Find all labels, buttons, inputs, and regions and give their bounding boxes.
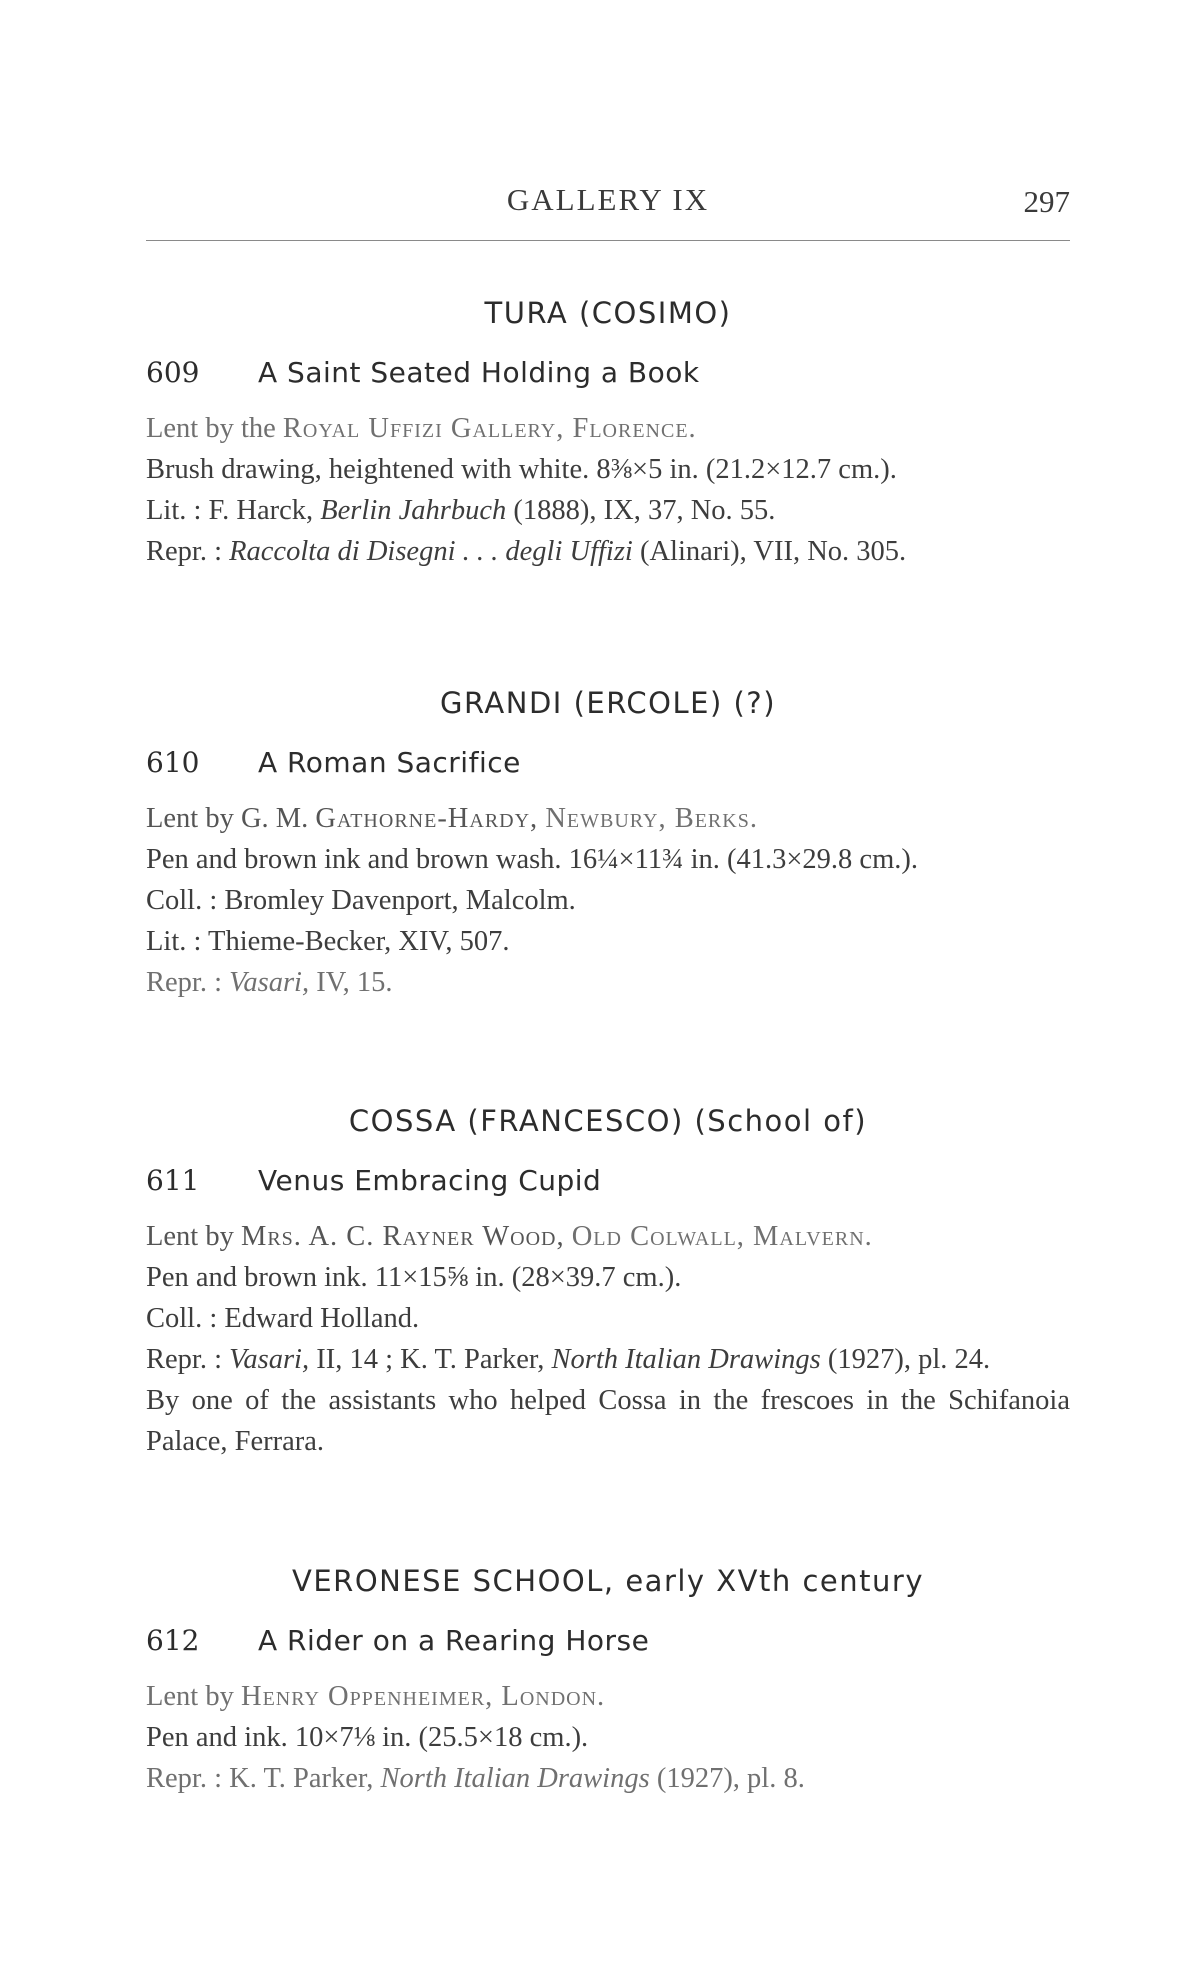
coll-label: Coll. : xyxy=(146,1303,218,1334)
entry-title xyxy=(146,1616,1070,1666)
entry-number: 610 xyxy=(146,746,200,779)
repr-work: Raccolta di Disegni . . . degli Uffizi xyxy=(229,536,633,567)
gallery-title: GALLERY IX xyxy=(506,182,710,217)
reproduction-line xyxy=(146,1758,1070,1799)
medium-line: Brush drawing, heightened with white. 8⅜×5 in. (21.2×12.7 cm.). xyxy=(146,454,897,485)
lit-label: Lit. : xyxy=(146,926,202,957)
lender-line xyxy=(146,1676,1070,1717)
lender-line xyxy=(146,1216,1070,1257)
lender-prefix: Lent by G. M. xyxy=(146,803,309,834)
reproduction-line xyxy=(146,531,1070,572)
repr-work: Vasari, xyxy=(229,967,310,998)
artist-heading: VERONESE SCHOOL, early XVth century xyxy=(292,1564,924,1598)
medium-line: Pen and brown ink. 11×15⅝ in. (28×39.7 cm.). xyxy=(146,1262,682,1293)
page-number: 297 xyxy=(1023,184,1070,219)
entry-number: 612 xyxy=(146,1624,200,1657)
entry-title xyxy=(146,348,1070,398)
lender-name: Mrs. A. C. Rayner Wood, xyxy=(240,1221,565,1252)
literature-line xyxy=(146,921,1070,962)
artist-heading: GRANDI (ERCOLE) (?) xyxy=(439,686,777,720)
medium-line: Pen and ink. 10×7⅛ in. (25.5×18 cm.). xyxy=(146,1722,589,1753)
lit-author: F. Harck, xyxy=(208,495,314,526)
lender-name: Royal Uffizi Gallery, Florence. xyxy=(282,413,697,444)
lit-rest: (1888), IX, 37, No. 55. xyxy=(513,495,776,526)
entry-number: 609 xyxy=(146,356,200,389)
lender-name: Henry Oppenheimer, London. xyxy=(240,1681,606,1712)
repr-label: Repr. : xyxy=(146,1344,222,1375)
entry-title xyxy=(146,1156,1070,1206)
entry-number: 611 xyxy=(146,1164,200,1197)
running-head xyxy=(146,176,1070,224)
repr-label: Repr. : xyxy=(146,536,222,567)
repr-work: North Italian Drawings xyxy=(380,1763,650,1794)
coll-label: Coll. : xyxy=(146,885,218,916)
repr-work: Vasari, xyxy=(229,1344,310,1375)
artist-heading: TURA (COSIMO) xyxy=(484,296,732,330)
repr-rest: (1927), pl. 8. xyxy=(656,1763,805,1794)
medium-line: Pen and brown ink and brown wash. 16¼×11¾ in. (41.3×29.8 cm.). xyxy=(146,844,918,875)
lender-name: Gathorne-Hardy, xyxy=(315,803,539,834)
repr-label: Repr. : xyxy=(146,967,222,998)
lit-text: Thieme-Becker, XIV, 507. xyxy=(208,926,510,957)
literature-line xyxy=(146,490,1070,531)
repr-label: Repr. : xyxy=(146,1763,222,1794)
collection-line xyxy=(146,880,1070,921)
lender-place: Newbury, Berks. xyxy=(545,803,758,834)
lender-prefix: Lent by the xyxy=(146,413,276,444)
entry-name: Venus Embracing Cupid xyxy=(258,1164,602,1197)
lender-prefix: Lent by xyxy=(146,1221,234,1252)
artist-heading: COSSA (FRANCESCO) (School of) xyxy=(348,1104,868,1138)
repr-author: K. T. Parker, xyxy=(229,1763,374,1794)
entry-name: A Saint Seated Holding a Book xyxy=(258,356,700,389)
coll-text: Bromley Davenport, Malcolm. xyxy=(224,885,576,916)
entry-title xyxy=(146,738,1070,788)
reproduction-line xyxy=(146,962,1070,1003)
entry-name: A Roman Sacrifice xyxy=(258,746,521,779)
lender-place: Old Colwall, Malvern. xyxy=(571,1221,873,1252)
repr-rest: (1927), pl. 24. xyxy=(827,1344,991,1375)
lender-line xyxy=(146,798,1070,839)
lit-label: Lit. : xyxy=(146,495,202,526)
repr-rest: (Alinari), VII, No. 305. xyxy=(639,536,907,567)
repr-mid: II, 14 ; K. T. Parker, xyxy=(316,1344,545,1375)
lit-work: Berlin Jahrbuch xyxy=(320,495,507,526)
collection-line xyxy=(146,1298,1070,1339)
header-rule xyxy=(146,240,1070,241)
catalogue-entry-609 xyxy=(146,290,1070,572)
catalogue-entry-611 xyxy=(146,1098,1070,1462)
repr-rest: IV, 15. xyxy=(316,967,393,998)
entry-note: By one of the assistants who helped Cossa in the frescoes in the Schifanoia Palace, Ferrara. xyxy=(146,1385,1070,1457)
reproduction-line xyxy=(146,1339,1070,1380)
lender-line xyxy=(146,408,1070,449)
coll-text: Edward Holland. xyxy=(224,1303,420,1334)
lender-prefix: Lent by xyxy=(146,1681,234,1712)
repr-work-2: North Italian Drawings xyxy=(551,1344,821,1375)
entry-name: A Rider on a Rearing Horse xyxy=(258,1624,650,1657)
catalogue-entry-610 xyxy=(146,680,1070,1003)
catalogue-page xyxy=(146,0,1070,1962)
catalogue-entry-612 xyxy=(146,1558,1070,1799)
